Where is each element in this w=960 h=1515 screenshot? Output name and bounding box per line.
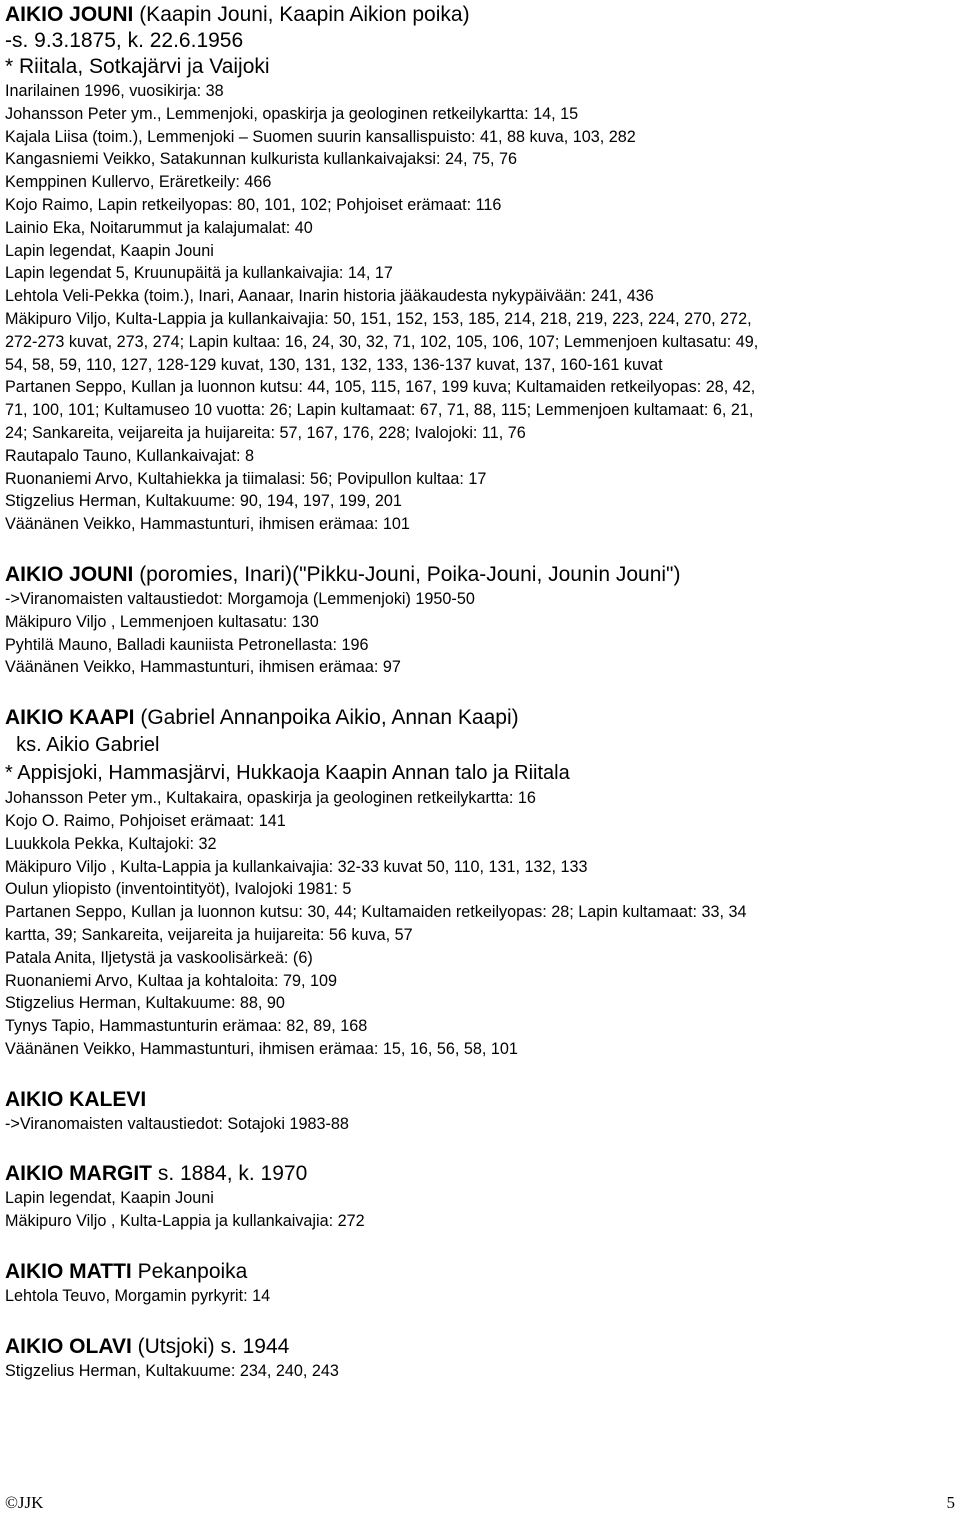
copyright-mark: ©JJK <box>5 1493 44 1512</box>
entry-subtitle: (Gabriel Annanpoika Aikio, Annan Kaapi) <box>134 706 519 730</box>
reference-line: Kojo Raimo, Lapin retkeilyopas: 80, 101, 102; Pohjoiset erämaat: 116 <box>5 195 502 214</box>
reference-line: 54, 58, 59, 110, 127, 128-129 kuvat, 130, 131, 132, 133, 136-137 kuvat, 137, 160-161 kuvat <box>5 355 663 374</box>
reference-line: ->Viranomaisten valtaustiedot: Sotajoki 1983-88 <box>5 1114 349 1133</box>
entry-subtitle: s. 1884, k. 1970 <box>152 1162 308 1186</box>
entry-name: AIKIO MATTI <box>5 1260 132 1284</box>
entry-subtitle: (poromies, Inari)("Pikku-Jouni, Poika-Jouni, Jounin Jouni") <box>133 562 681 586</box>
entry-subtitle: (Utsjoki) s. 1944 <box>131 1334 290 1358</box>
reference-line: Mäkipuro Viljo , Lemmenjoen kultasatu: 130 <box>5 612 319 631</box>
entry-name: AIKIO KAAPI <box>5 706 135 730</box>
reference-line: Kangasniemi Veikko, Satakunnan kulkurista kullankaivajaksi: 24, 75, 76 <box>5 150 518 169</box>
entry-aikio-jouni-poromies <box>5 562 957 679</box>
reference-line: Lapin legendat 5, Kruunupäitä ja kullankaivajia: 14, 17 <box>5 264 393 283</box>
reference-line: Väänänen Veikko, Hammastunturi, ihmisen erämaa: 15, 16, 56, 58, 101 <box>5 1039 518 1058</box>
reference-line: Oulun yliopisto (inventointityöt), Ivalojoki 1981: 5 <box>5 880 352 899</box>
entry-heading <box>5 1259 957 1285</box>
reference-line: 71, 100, 101; Kultamuseo 10 vuotta: 26; Lapin kultamaat: 67, 71, 88, 115; Lemmenjoen kultamaat: 6, 21, <box>5 401 754 420</box>
entry-name: AIKIO KALEVI <box>5 1087 147 1111</box>
reference-line: Tynys Tapio, Hammastunturin erämaa: 82, 89, 168 <box>5 1017 368 1036</box>
reference-line: Kemppinen Kullervo, Eräretkeily: 466 <box>5 173 272 192</box>
reference-line: Rautapalo Tauno, Kullankaivajat: 8 <box>5 446 254 465</box>
reference-line: Kajala Liisa (toim.), Lemmenjoki – Suomen suurin kansallispuisto: 41, 88 kuva, 103, 282 <box>5 127 636 146</box>
entry-aikio-kalevi <box>5 1087 957 1136</box>
reference-line: Lapin legendat, Kaapin Jouni <box>5 241 214 260</box>
reference-line: Johansson Peter ym., Lemmenjoki, opaskirja ja geologinen retkeilykartta: 14, 15 <box>5 104 579 123</box>
reference-line: Väänänen Veikko, Hammastunturi, ihmisen erämaa: 101 <box>5 515 410 534</box>
entry-heading <box>5 1087 957 1113</box>
reference-line: Mäkipuro Viljo , Kulta-Lappia ja kullankaivajia: 272 <box>5 1212 365 1231</box>
reference-line: Johansson Peter ym., Kultakaira, opaskirja ja geologinen retkeilykartta: 16 <box>5 789 536 808</box>
entry-gap <box>5 1135 957 1161</box>
document-body <box>5 2 957 1383</box>
life-dates: -s. 9.3.1875, k. 22.6.1956 <box>5 29 244 52</box>
entry-gap <box>5 679 957 705</box>
entry-aikio-kaapi <box>5 705 957 1061</box>
reference-line: Kojo O. Raimo, Pohjoiset erämaat: 141 <box>5 811 286 830</box>
entry-gap <box>5 536 957 562</box>
reference-line: Luukkola Pekka, Kultajoki: 32 <box>5 834 217 853</box>
entry-name: AIKIO JOUNI <box>5 3 134 26</box>
reference-line: Väänänen Veikko, Hammastunturi, ihmisen erämaa: 97 <box>5 658 401 677</box>
page-number: 5 <box>946 1493 955 1512</box>
reference-line: 272-273 kuvat, 273, 274; Lapin kultaa: 16, 24, 30, 32, 71, 102, 105, 106, 107; Lemmenjoen kultasatu: 49, <box>5 332 759 351</box>
reference-line: Mäkipuro Viljo, Kulta-Lappia ja kullankaivajia: 50, 151, 152, 153, 185, 214, 218, 219, 223, 224, 270, 272, <box>5 309 752 328</box>
reference-line: Partanen Seppo, Kullan ja luonnon kutsu: 44, 105, 115, 167, 199 kuva; Kultamaiden retkeilyopas: 28, 42, <box>5 378 756 397</box>
reference-line: ->Viranomaisten valtaustiedot: Morgamoja (Lemmenjoki) 1950-50 <box>5 589 475 608</box>
reference-line: Lapin legendat, Kaapin Jouni <box>5 1189 214 1208</box>
reference-line: Pyhtilä Mauno, Balladi kauniista Petronellasta: 196 <box>5 635 369 654</box>
entry-subtitle: Pekanpoika <box>131 1260 248 1284</box>
entry-heading <box>5 1334 957 1360</box>
reference-line: Inarilainen 1996, vuosikirja: 38 <box>5 82 224 100</box>
entry-subtitle: (Kaapin Jouni, Kaapin Aikion poika) <box>133 3 470 26</box>
reference-line: Stigzelius Herman, Kultakuume: 90, 194, 197, 199, 201 <box>5 492 402 511</box>
entry-heading <box>5 2 957 28</box>
entry-gap <box>5 1233 957 1259</box>
reference-line: Mäkipuro Viljo , Kulta-Lappia ja kullankaivajia: 32-33 kuvat 50, 110, 131, 132, 133 <box>5 857 588 876</box>
entry-name: AIKIO JOUNI <box>5 562 134 586</box>
entry-heading <box>5 1161 957 1187</box>
entry-name: AIKIO MARGIT <box>5 1162 152 1186</box>
reference-line: Lehtola Veli-Pekka (toim.), Inari, Aanaar, Inarin historia jääkaudesta nykypäivään: 241, 436 <box>5 287 654 306</box>
page-footer <box>0 1493 960 1513</box>
reference-line: Lehtola Teuvo, Morgamin pyrkyrit: 14 <box>5 1287 271 1306</box>
reference-line: Partanen Seppo, Kullan ja luonnon kutsu: 30, 44; Kultamaiden retkeilyopas: 28; Lapin kultamaat: 33, 34 <box>5 903 747 922</box>
reference-line: 24; Sankareita, veijareita ja huijareita: 57, 167, 176, 228; Ivalojoki: 11, 76 <box>5 423 526 442</box>
reference-line: Patala Anita, Iljetystä ja vaskoolisärkeä: (6) <box>5 948 313 967</box>
reference-line: Lainio Eka, Noitarummut ja kalajumalat: 40 <box>5 218 313 237</box>
reference-line: kartta, 39; Sankareita, veijareita ja huijareita: 56 kuva, 57 <box>5 925 413 944</box>
reference-line: Stigzelius Herman, Kultakuume: 88, 90 <box>5 994 285 1013</box>
entry-heading <box>5 562 957 588</box>
places: * Appisjoki, Hammasjärvi, Hukkaoja Kaapin Annan talo ja Riitala <box>5 762 570 785</box>
entry-gap <box>5 1308 957 1334</box>
entry-aikio-margit <box>5 1161 957 1233</box>
entry-name: AIKIO OLAVI <box>5 1334 132 1358</box>
entry-aikio-matti <box>5 1259 957 1308</box>
reference-line: Stigzelius Herman, Kultakuume: 234, 240, 243 <box>5 1361 339 1380</box>
entry-aikio-olavi <box>5 1334 957 1383</box>
entry-aikio-jouni <box>5 2 957 536</box>
entry-heading <box>5 705 957 731</box>
reference-line: Ruonaniemi Arvo, Kultaa ja kohtaloita: 79, 109 <box>5 971 338 990</box>
entry-gap <box>5 1061 957 1087</box>
reference-line: Ruonaniemi Arvo, Kultahiekka ja tiimalasi: 56; Povipullon kultaa: 17 <box>5 469 487 488</box>
places: * Riitala, Sotkajärvi ja Vaijoki <box>5 55 270 78</box>
see-also-reference: ks. Aikio Gabriel <box>5 734 160 757</box>
